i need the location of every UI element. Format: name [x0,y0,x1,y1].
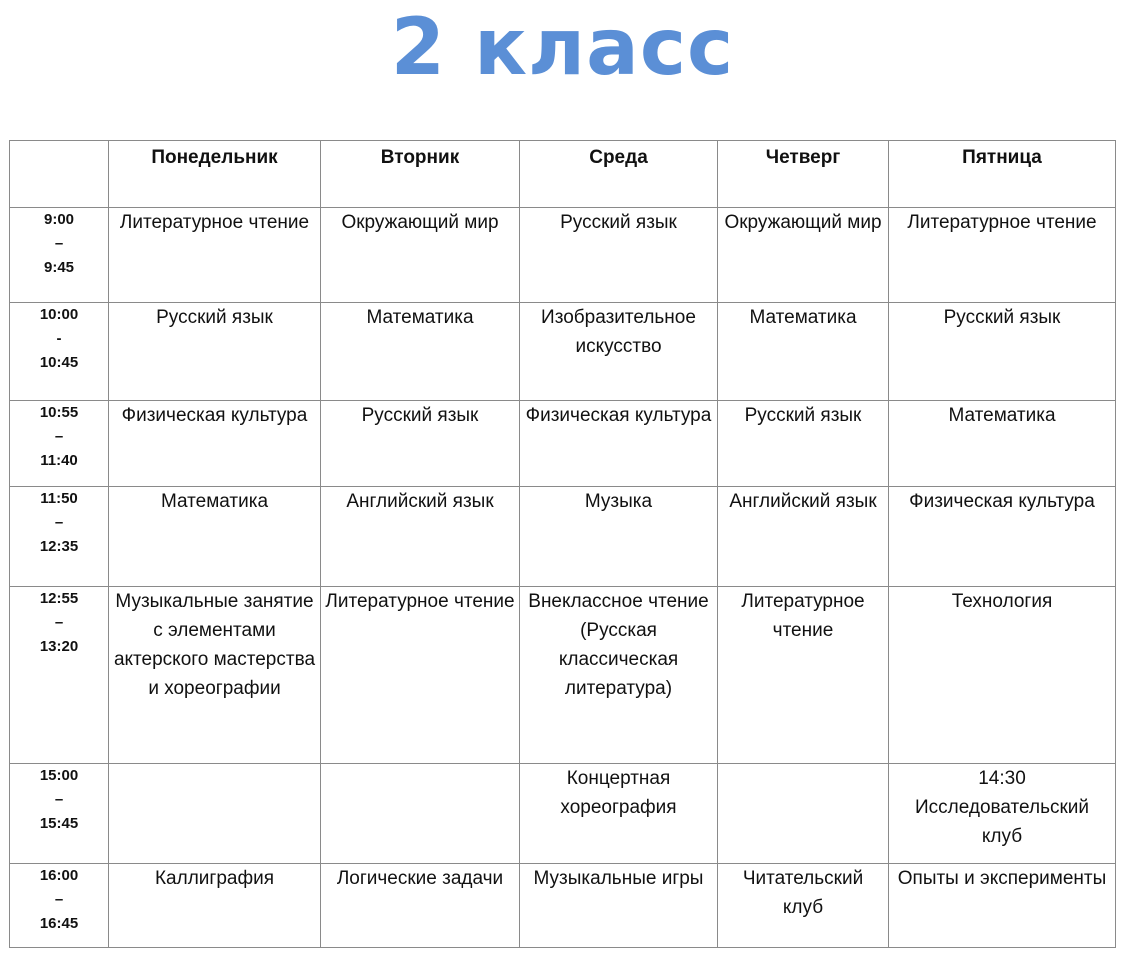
time-separator: – [54,514,64,531]
header-row [10,141,1116,208]
lesson-cell: Опыты и эксперименты [889,864,1116,948]
table-row [10,487,1116,587]
header-day-thursday: Четверг [718,141,889,208]
lesson-cell: Математика [889,401,1116,487]
lesson-cell: Литературное чтение [109,208,321,303]
page-title: 2 класс [390,3,735,93]
lesson-cell: Логические задачи [321,864,520,948]
lesson-cell: Математика [321,303,520,401]
lesson-cell: Математика [109,487,321,587]
header-day-monday: Понедельник [109,141,321,208]
header-day-friday: Пятница [889,141,1116,208]
time-separator: – [54,235,64,252]
lesson-cell: Концертная хореография [520,764,718,864]
lesson-cell: Окружающий мир [321,208,520,303]
time-slot [10,487,109,587]
time-end: 16:45 [39,915,79,932]
time-slot [10,208,109,303]
lesson-cell [718,764,889,864]
lesson-cell: Музыка [520,487,718,587]
time-slot [10,303,109,401]
lesson-cell: Русский язык [520,208,718,303]
lesson-cell: Музыкальные игры [520,864,718,948]
time-start: 10:55 [39,404,79,421]
table-row [10,587,1116,764]
lesson-cell: Русский язык [718,401,889,487]
time-slot [10,401,109,487]
time-start: 16:00 [39,867,79,884]
time-slot [10,764,109,864]
lesson-cell: Английский язык [718,487,889,587]
lesson-cell: Литературное чтение [321,587,520,764]
time-start: 11:50 [40,490,78,507]
lesson-cell: Английский язык [321,487,520,587]
lesson-cell: Русский язык [321,401,520,487]
time-end: 13:20 [39,638,79,655]
time-start: 10:00 [39,306,79,323]
table-row [10,401,1116,487]
time-end: 15:45 [39,815,79,832]
lesson-cell: Математика [718,303,889,401]
time-end: 9:45 [43,259,75,276]
lesson-cell: Читательский клуб [718,864,889,948]
lesson-cell: Физическая культура [520,401,718,487]
time-start: 15:00 [39,767,79,784]
lesson-cell: Окружающий мир [718,208,889,303]
lesson-cell: 14:30 Исследовательский клуб [889,764,1116,864]
lesson-cell: Внеклассное чтение (Русская классическая литература) [520,587,718,764]
table-row [10,208,1116,303]
time-slot [10,587,109,764]
lesson-cell: Физическая культура [889,487,1116,587]
table-row [10,764,1116,864]
lesson-cell: Музыкальные занятие с элементами актерского мастерства и хореографии [109,587,321,764]
time-end: 11:40 [40,452,78,469]
lesson-cell: Литературное чтение [718,587,889,764]
table-row [10,864,1116,948]
header-corner [10,141,109,208]
table-row [10,303,1116,401]
table-header [10,141,1116,208]
time-separator: - [56,330,62,347]
lesson-cell: Русский язык [889,303,1116,401]
time-start: 9:00 [43,211,75,228]
lesson-cell [109,764,321,864]
lesson-cell: Каллиграфия [109,864,321,948]
time-slot [10,864,109,948]
lesson-cell: Изобразительное искусство [520,303,718,401]
schedule-table [9,140,1116,948]
header-day-wednesday: Среда [520,141,718,208]
lesson-cell [321,764,520,864]
header-day-tuesday: Вторник [321,141,520,208]
lesson-cell: Технология [889,587,1116,764]
table-body [10,208,1116,948]
time-end: 12:35 [39,538,79,555]
time-start: 12:55 [39,590,79,607]
lesson-cell: Физическая культура [109,401,321,487]
time-end: 10:45 [39,354,79,371]
time-separator: – [54,614,64,631]
time-separator: – [54,791,64,808]
lesson-cell: Литературное чтение [889,208,1116,303]
time-separator: – [54,428,64,445]
lesson-cell: Русский язык [109,303,321,401]
time-separator: – [54,891,64,908]
